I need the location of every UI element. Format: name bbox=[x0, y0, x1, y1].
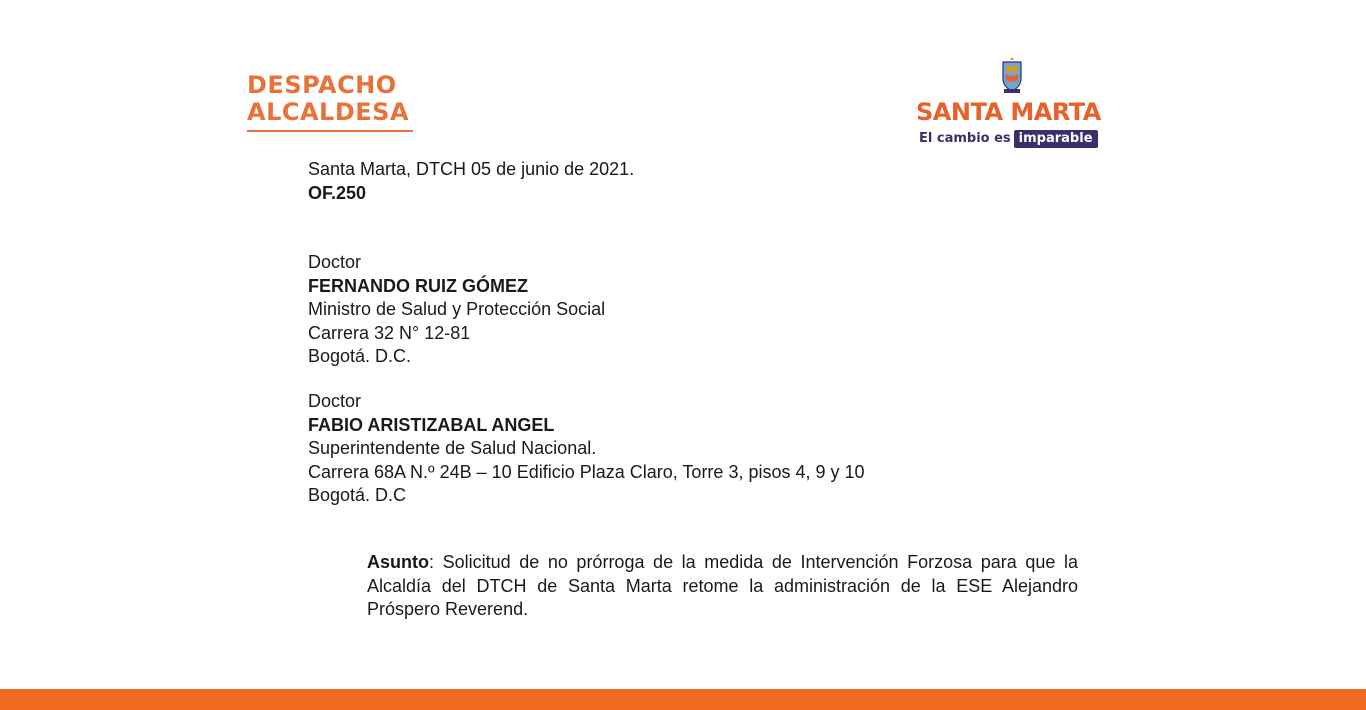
recipient-address: Carrera 68A N.º 24B – 10 Edificio Plaza Claro, Torre 3, pisos 4, 9 y 10 bbox=[308, 461, 865, 482]
recipient-position: Ministro de Salud y Protección Social bbox=[308, 299, 606, 319]
recipient-position: Superintendente de Salud Nacional. bbox=[308, 438, 597, 458]
recipient-city: Bogotá. D.C. bbox=[308, 346, 412, 366]
office-header bbox=[247, 72, 413, 132]
recipient-name: FABIO ARISTIZABAL ANGEL bbox=[308, 414, 555, 435]
recipient-city: Bogotá. D.C bbox=[308, 485, 407, 505]
office-underline bbox=[247, 130, 413, 132]
subject-label: Asunto bbox=[367, 552, 429, 572]
recipient-title: Doctor bbox=[308, 391, 362, 411]
city-crest-icon bbox=[1000, 56, 1024, 94]
recipient-name: FERNANDO RUIZ GÓMEZ bbox=[308, 275, 528, 296]
recipient-title: Doctor bbox=[308, 252, 362, 272]
recipient-block-2 bbox=[308, 390, 865, 508]
office-name-line1: DESPACHO bbox=[247, 71, 397, 99]
date-block bbox=[308, 158, 634, 205]
subject-paragraph bbox=[367, 551, 1078, 622]
footer-accent-bar bbox=[0, 689, 1366, 710]
city-logo-title: SANTA MARTA bbox=[916, 98, 1101, 126]
slogan-prefix: El cambio es bbox=[919, 131, 1011, 146]
recipient-address: Carrera 32 N° 12-81 bbox=[308, 322, 471, 343]
slogan-highlight: imparable bbox=[1014, 130, 1098, 148]
subject-text: : Solicitud de no prórroga de la medida de Intervención Forzosa para que la Alcaldía del DTCH de Santa Marta retome la administración de la ESE Alejandro Próspero Reverend. bbox=[367, 552, 1078, 619]
recipient-block-1 bbox=[308, 251, 605, 369]
place-date: Santa Marta, DTCH 05 de junio de 2021. bbox=[308, 159, 635, 179]
reference-number: OF.250 bbox=[308, 182, 367, 203]
city-slogan bbox=[919, 130, 1098, 148]
office-name-line2: ALCALDESA bbox=[247, 98, 410, 126]
